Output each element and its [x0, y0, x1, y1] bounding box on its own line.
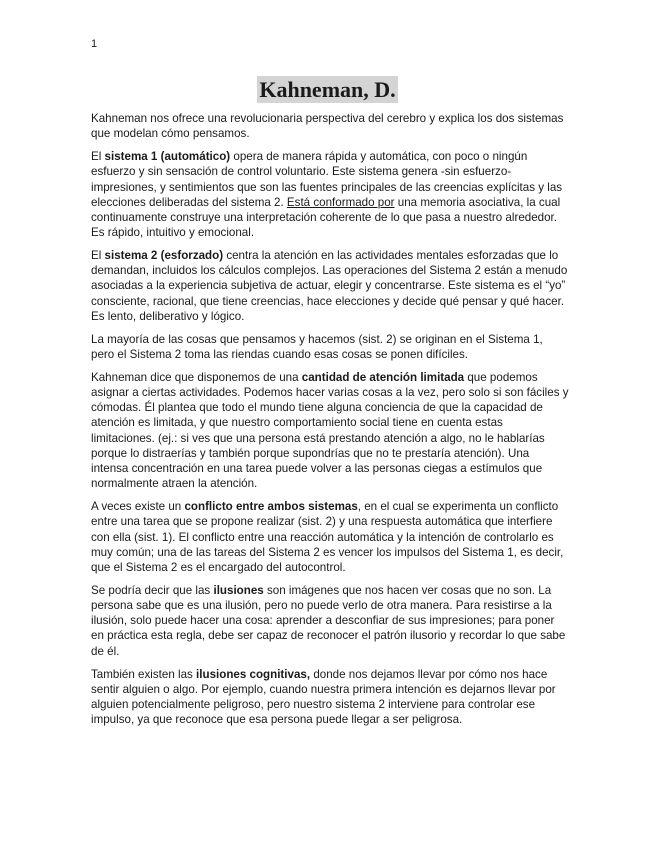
bold-term: conflicto entre ambos sistemas: [184, 500, 358, 514]
title-container: [0, 76, 655, 103]
text-run: , en el cual se experimenta un conflicto entre una tarea que se propone realizar (sist. 2) y una respuesta automática que interfiere con ella (sist. 1). El conflicto entre una reacción automática y la intención de controlarlo es muy común; una de las tareas del Sistema 2 es vencer los impulsos del Sistema 1, es decir, que el Sistema 2 es el encargado del autocontrol.: [91, 500, 564, 574]
bold-term: sistema 1 (automático): [104, 150, 231, 164]
paragraph-sistema2: [91, 248, 569, 324]
bold-term: ilusiones cognitivas,: [196, 667, 311, 681]
page-number: 1: [91, 38, 98, 50]
paragraph-cognitivas: [91, 667, 569, 728]
document-body: [91, 111, 569, 735]
text-run: son imágenes que nos hacen ver cosas que no son. La persona sabe que es una ilusión, pero no puede verlo de otra manera. Para resistirse a la ilusión, solo puede hacer una cosa: aprender a desconfiar de sus impresiones; para poner en práctica esta regla, debe ser capaz de reconocer el patrón ilusorio y recordar lo que sabe de él.: [91, 583, 566, 658]
paragraph-intro: [91, 111, 569, 141]
text-run: También existen las: [91, 667, 197, 681]
bold-term: sistema 2 (esforzado): [104, 249, 224, 262]
document-title: Kahneman, D.: [259, 77, 396, 102]
paragraph-atencion: [91, 370, 569, 492]
paragraph-conflicto: [91, 499, 569, 575]
bold-term: cantidad de atención limitada: [301, 370, 465, 384]
text-run: El: [91, 150, 105, 164]
text-run: una memoria asociativa, la cual continuamente construye una interpretación coherente de lo que pasa a nuestro alrededor. Es rápido, intuitivo y emocional.: [91, 195, 561, 240]
bold-term: ilusiones: [213, 583, 264, 597]
paragraph-ilusiones: [91, 583, 569, 659]
text-run: donde nos dejamos llevar por cómo nos hace sentir alguien o algo. Por ejemplo, cuando nuestra primera intención es dejarnos llevar por alguien potencialmente peligroso, pero nuestro sistema 2 interviene para controlar ese impulso, ya que reconoce que esa persona puede llegar a ser peligrosa.: [91, 667, 556, 727]
text-run: La mayoría de las cosas que pensamos y hacemos (sist. 2) se originan en el Sistema 1, pero el Sistema 2 toma las riendas cuando esas cosas se ponen difíciles.: [91, 332, 543, 361]
text-run: A veces existe un: [91, 500, 185, 514]
text-run: Kahneman nos ofrece una revolucionaria perspectiva del cerebro y explica los dos sistemas que modelan cómo pensamos.: [91, 112, 564, 141]
paragraph-mayoria: [91, 332, 569, 362]
text-run: centra la atención en las actividades mentales esforzadas que lo demandan, incluidos los cálculos complejos. Las operaciones del Sistema 2 están a menudo asociadas a la experiencia subjetiva de actuar, elegir y concentrarse. Este sistema es el “yo” consciente, racional, que tiene creencias, hace elecciones y decide qué pensar y qué hacer. Es lento, deliberativo y lógico.: [91, 249, 568, 323]
text-run: Se podría decir que las: [91, 583, 214, 597]
text-run: Kahneman dice que disponemos de una: [91, 370, 302, 384]
underlined-text: Está conformado por: [286, 195, 395, 209]
text-run: que podemos asignar a ciertas actividades. Podemos hacer varias cosas a la vez, pero solo si son fáciles y cómodas. Él plantea que todo el mundo tiene alguna conciencia de que la capacidad de atención es limitada, y que nuestro comportamiento social tiene en cuenta estas limitaciones. (ej.: si ves que una persona está prestando atención a algo, no le hablarías porque lo distraerías y también porque supondrías que no te prestaría atención). Una intensa concentración en una tarea puede volver a las personas ciegas a estímulos que normalmente atraen la atención.: [91, 370, 569, 491]
text-run: opera de manera rápida y automática, con poco o ningún esfuerzo y sin sensación de control voluntario. Este sistema genera -sin esfuerzo- impresiones, y sentimientos que son las fuentes principales de las creencias explícitas y las elecciones deliberadas del sistema 2.: [91, 150, 563, 209]
paragraph-sistema1: [91, 149, 569, 240]
text-run: El: [91, 249, 105, 262]
